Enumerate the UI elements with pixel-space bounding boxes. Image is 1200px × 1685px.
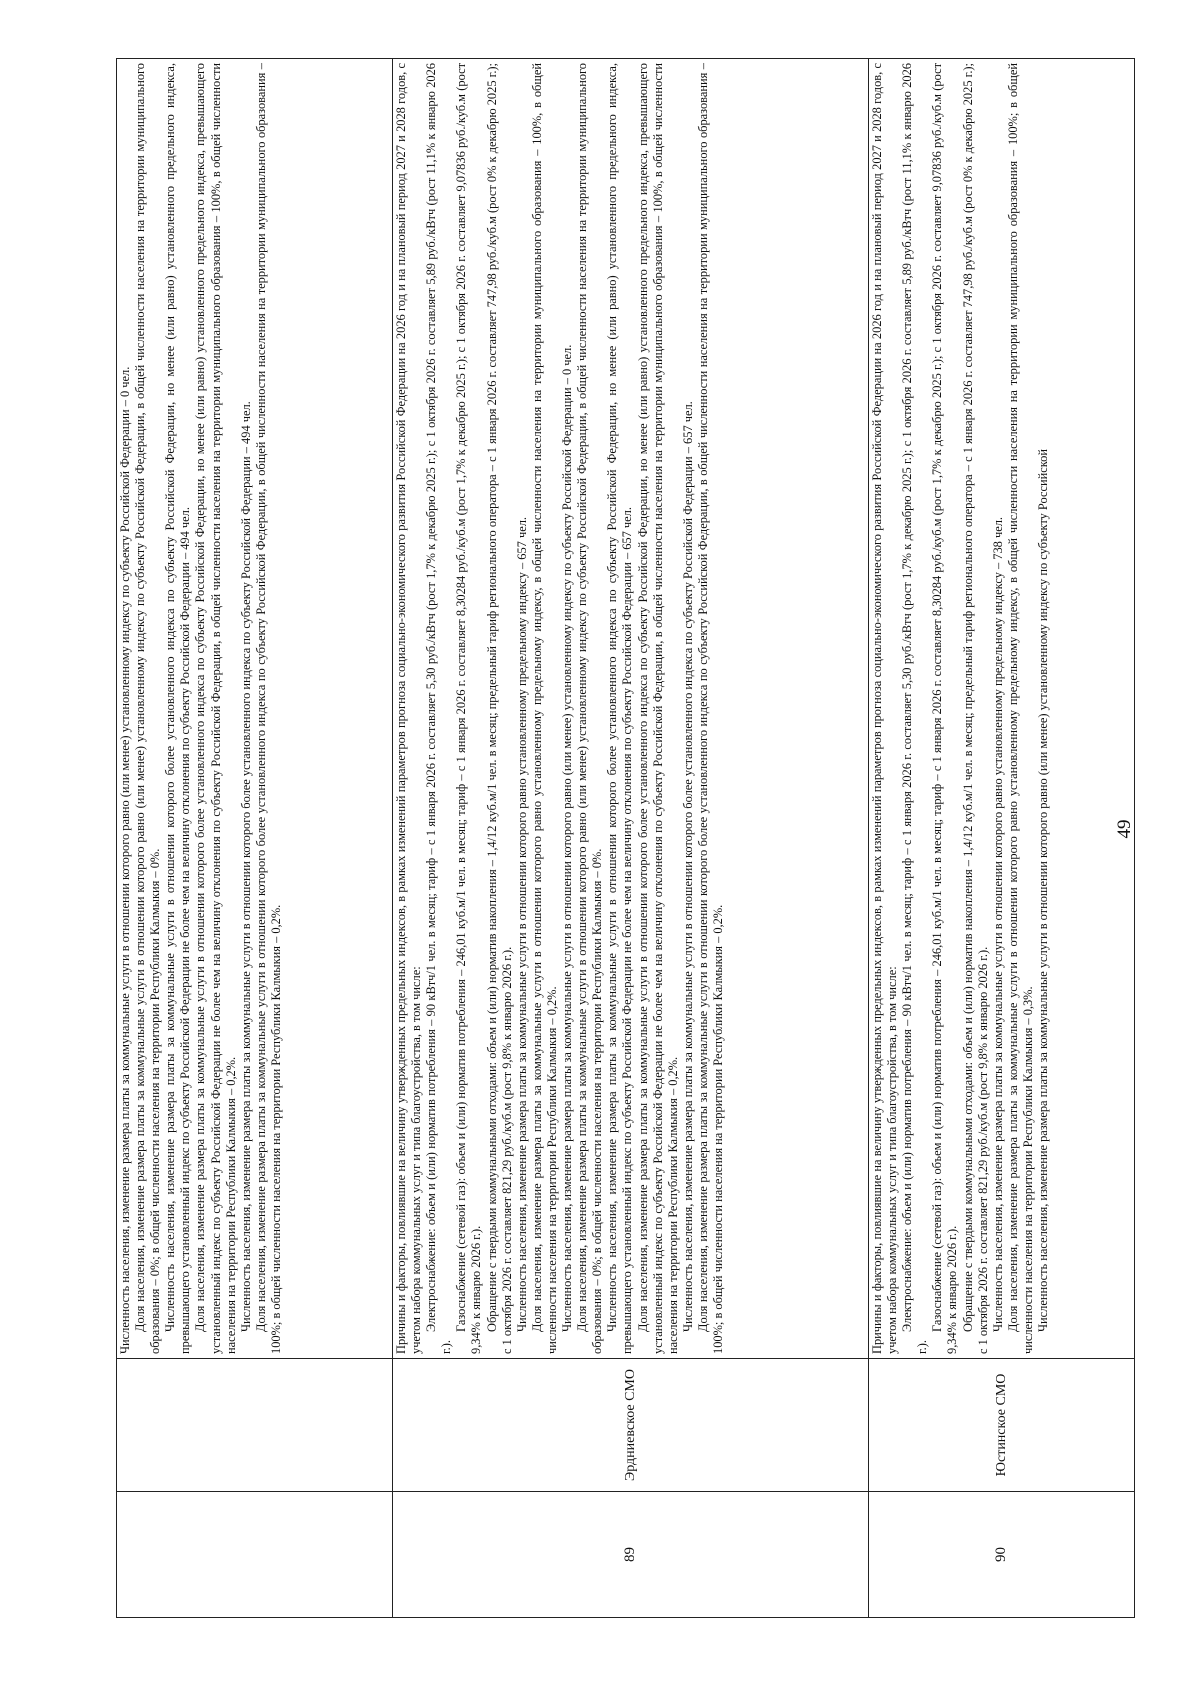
row-paragraph: Доля населения, изменение размера платы за коммунальные услуги в отношении которого более установленного индекса по субъекту Российской Федерации, в общей численности населения на территории муниципального образования – 100%; в общей численности населения на территории Республики Калмыкия – 0,2%. (253, 63, 283, 1354)
row-paragraph: Причины и факторы, повлиявшие на величину утвержденных предельных индексов, в рамках изменений параметров прогноза социально-экономического развития Российской Федерации на 2026 год и на плановый период 2027 и 2028 годов, с учетом набора коммунальных услуг и типа благоустройства, в том числе: (394, 63, 424, 1354)
municipality-name: Юстинское СМО (869, 1359, 1135, 1492)
row-number: 89 (393, 1492, 869, 1618)
row-paragraph: Доля населения, изменение размера платы за коммунальные услуги в отношении которого равно установленному предельному индексу, в общей численности населения на территории муниципального образования – 100%; в общей численности населения на территории Республики Калмыкия – 0,3%. (1005, 63, 1035, 1354)
table-row (869, 59, 1135, 1618)
row-paragraph: Численность населения, изменение размера платы за коммунальные услуги в отношении которого равно (или менее) установленному индексу по субъекту Российской (1036, 449, 1051, 1332)
row-paragraph: Газоснабжение (сетевой газ): объем и (или) норматив потребления – 246,01 куб.м/1 чел. в месяц; тариф – с 1 января 2026 г. составляет 8,30284 руб./куб.м (рост 1,7% к декабрю 2025 г.); с 1 октября 2026 г. составляет 9,07836 руб./куб.м (рост 9,34% к январю 2026 г.). (454, 63, 484, 1354)
page-number: 49 (1114, 819, 1135, 839)
row-paragraph: Причины и факторы, повлиявшие на величину утвержденных предельных индексов, в рамках изменений параметров прогноза социально-экономического развития Российской Федерации на 2026 год и на плановый период 2027 и 2028 годов, с учетом набора коммунальных услуг и типа благоустройства, в том числе: (870, 63, 900, 1354)
municipality-name (117, 1359, 393, 1492)
row-paragraph: Численность населения, изменение размера платы за коммунальные услуги в отношении которого равно установленному предельному индексу – 738 чел. (990, 517, 1005, 1332)
tariff-table (116, 58, 1135, 1618)
row-paragraph: Численность населения, изменение размера платы за коммунальные услуги в отношении которого равно (или менее) установленному индексу по субъекту Российской Федерации – 0 чел. (118, 366, 132, 1354)
row-paragraph: Обращение с твердыми коммунальными отходами: объем и (или) норматив накопления – 1,4/12 куб.м/1 чел. в месяц; предельный тариф регионального оператора – с 1 января 2026 г. составляет 747,98 руб./куб.м (рост 0% к декабрю 2025 г.); с 1 октября 2026 г. составляет 821,29 руб./куб.м (рост 9,8% к январю 2026 г.). (484, 63, 514, 1354)
row-paragraph: Численность населения, изменение размера платы за коммунальные услуги в отношении которого более установленного индекса по субъекту Российской Федерации, но менее (или равно) установленного предельного индекса, превышающего установленный индекс по субъекту Российской Федерации не более чем на величину отклонения по субъекту Российской Федерации – 657 чел. (605, 63, 635, 1354)
row-paragraph: Численность населения, изменение размера платы за коммунальные услуги в отношении которого более установленного индекса по субъекту Российской Федерации, но менее (или равно) установленного предельного индекса, превышающего установленный индекс по субъекту Российской Федерации не более чем на величину отклонения по субъекту Российской Федерации – 494 чел. (163, 63, 193, 1354)
municipality-name: Эрдниевское СМО (393, 1359, 869, 1492)
row-paragraph: Доля населения, изменение размера платы за коммунальные услуги в отношении которого более установленного индекса по субъекту Российской Федерации, в общей численности населения на территории муниципального образования – 100%; в общей численности населения на территории Республики Калмыкия – 0,2%. (695, 63, 725, 1354)
row-number (117, 1492, 393, 1618)
row-paragraph: Доля населения, изменение размера платы за коммунальные услуги в отношении которого более установленного индекса по субъекту Российской Федерации, но менее (или равно) установленного предельного индекса, превышающего установленный индекс по субъекту Российской Федерации не более чем на величину отклонения по субъекту Российской Федерации, в общей численности населения на территории муниципального образования – 100%, в общей численности населения на территории Республики Калмыкия – 0,2%. (635, 63, 680, 1354)
row-paragraph: Доля населения, изменение размера платы за коммунальные услуги в отношении которого равно установленному предельному индексу, в общей численности населения на территории муниципального образования – 100%, в общей численности населения на территории Республики Калмыкия – 0,2%. (529, 63, 559, 1354)
row-description (117, 59, 393, 1359)
table-body (117, 59, 1135, 1618)
row-paragraph: Численность населения, изменение размера платы за коммунальные услуги в отношении которого более установленного индекса по субъекту Российской Федерации – 657 чел. (680, 401, 695, 1332)
row-paragraph: Численность населения, изменение размера платы за коммунальные услуги в отношении которого равно (или менее) установленному индексу по субъекту Российской Федерации – 0 чел. (560, 344, 575, 1332)
row-paragraph: Газоснабжение (сетевой газ): объем и (или) норматив потребления – 246,01 куб.м/1 чел. в месяц; тариф – с 1 января 2026 г. составляет 8,30284 руб./куб.м (рост 1,7% к декабрю 2025 г.); с 1 октября 2026 г. составляет 9,07836 руб./куб.м (рост 9,34% к январю 2026 г.). (930, 63, 960, 1354)
document-sheet (116, 58, 1176, 1618)
row-paragraph: Численность населения, изменение размера платы за коммунальные услуги в отношении которого равно установленному предельному индексу – 657 чел. (514, 517, 529, 1332)
row-paragraph: Электроснабжение: объем и (или) норматив потребления – 90 кВтч/1 чел. в месяц; тариф – с 1 января 2026 г. составляет 5,30 руб./кВтч (рост 1,7% к декабрю 2025 г.); с 1 октября 2026 г. составляет 5,89 руб./кВтч (рост 11,1% к январю 2026 г.). (900, 63, 930, 1354)
row-paragraph: Электроснабжение: объем и (или) норматив потребления – 90 кВтч/1 чел. в месяц; тариф – с 1 января 2026 г. составляет 5,30 руб./кВтч (рост 1,7% к декабрю 2025 г.); с 1 октября 2026 г. составляет 5,89 руб./кВтч (рост 11,1% к январю 2026 г.). (424, 63, 454, 1354)
row-description (869, 59, 1135, 1359)
row-paragraph: Доля населения, изменение размера платы за коммунальные услуги в отношении которого более установленного индекса по субъекту Российской Федерации, но менее (или равно) установленного предельного индекса, превышающего установленный индекс по субъекту Российской Федерации не более чем на величину отклонения по субъекту Российской Федерации, в общей численности населения на территории муниципального образования – 100%, в общей численности населения на территории Республики Калмыкия – 0,2%. (193, 63, 238, 1354)
row-number: 90 (869, 1492, 1135, 1618)
table-row (393, 59, 869, 1618)
row-paragraph: Обращение с твердыми коммунальными отходами: объем и (или) норматив накопления – 1,4/12 куб.м/1 чел. в месяц; предельный тариф регионального оператора – с 1 января 2026 г. составляет 747,98 руб./куб.м (рост 0% к декабрю 2025 г.); с 1 октября 2026 г. составляет 821,29 руб./куб.м (рост 9,8% к январю 2026 г.). (960, 63, 990, 1354)
row-paragraph: Численность населения, изменение размера платы за коммунальные услуги в отношении которого более установленного индекса по субъекту Российской Федерации – 494 чел. (238, 401, 253, 1332)
row-description (393, 59, 869, 1359)
row-paragraph: Доля населения, изменение размера платы за коммунальные услуги в отношении которого равно (или менее) установленному индексу по субъекту Российской Федерации, в общей численности населения на территории муниципального образования – 0%; в общей численности населения на территории Республики Калмыкия – 0%. (575, 63, 605, 1354)
row-paragraph: Доля населения, изменение размера платы за коммунальные услуги в отношении которого равно (или менее) установленному индексу по субъекту Российской Федерации, в общей численности населения на территории муниципального образования – 0%; в общей численности населения на территории Республики Калмыкия – 0%. (133, 63, 163, 1354)
table-row (117, 59, 393, 1618)
